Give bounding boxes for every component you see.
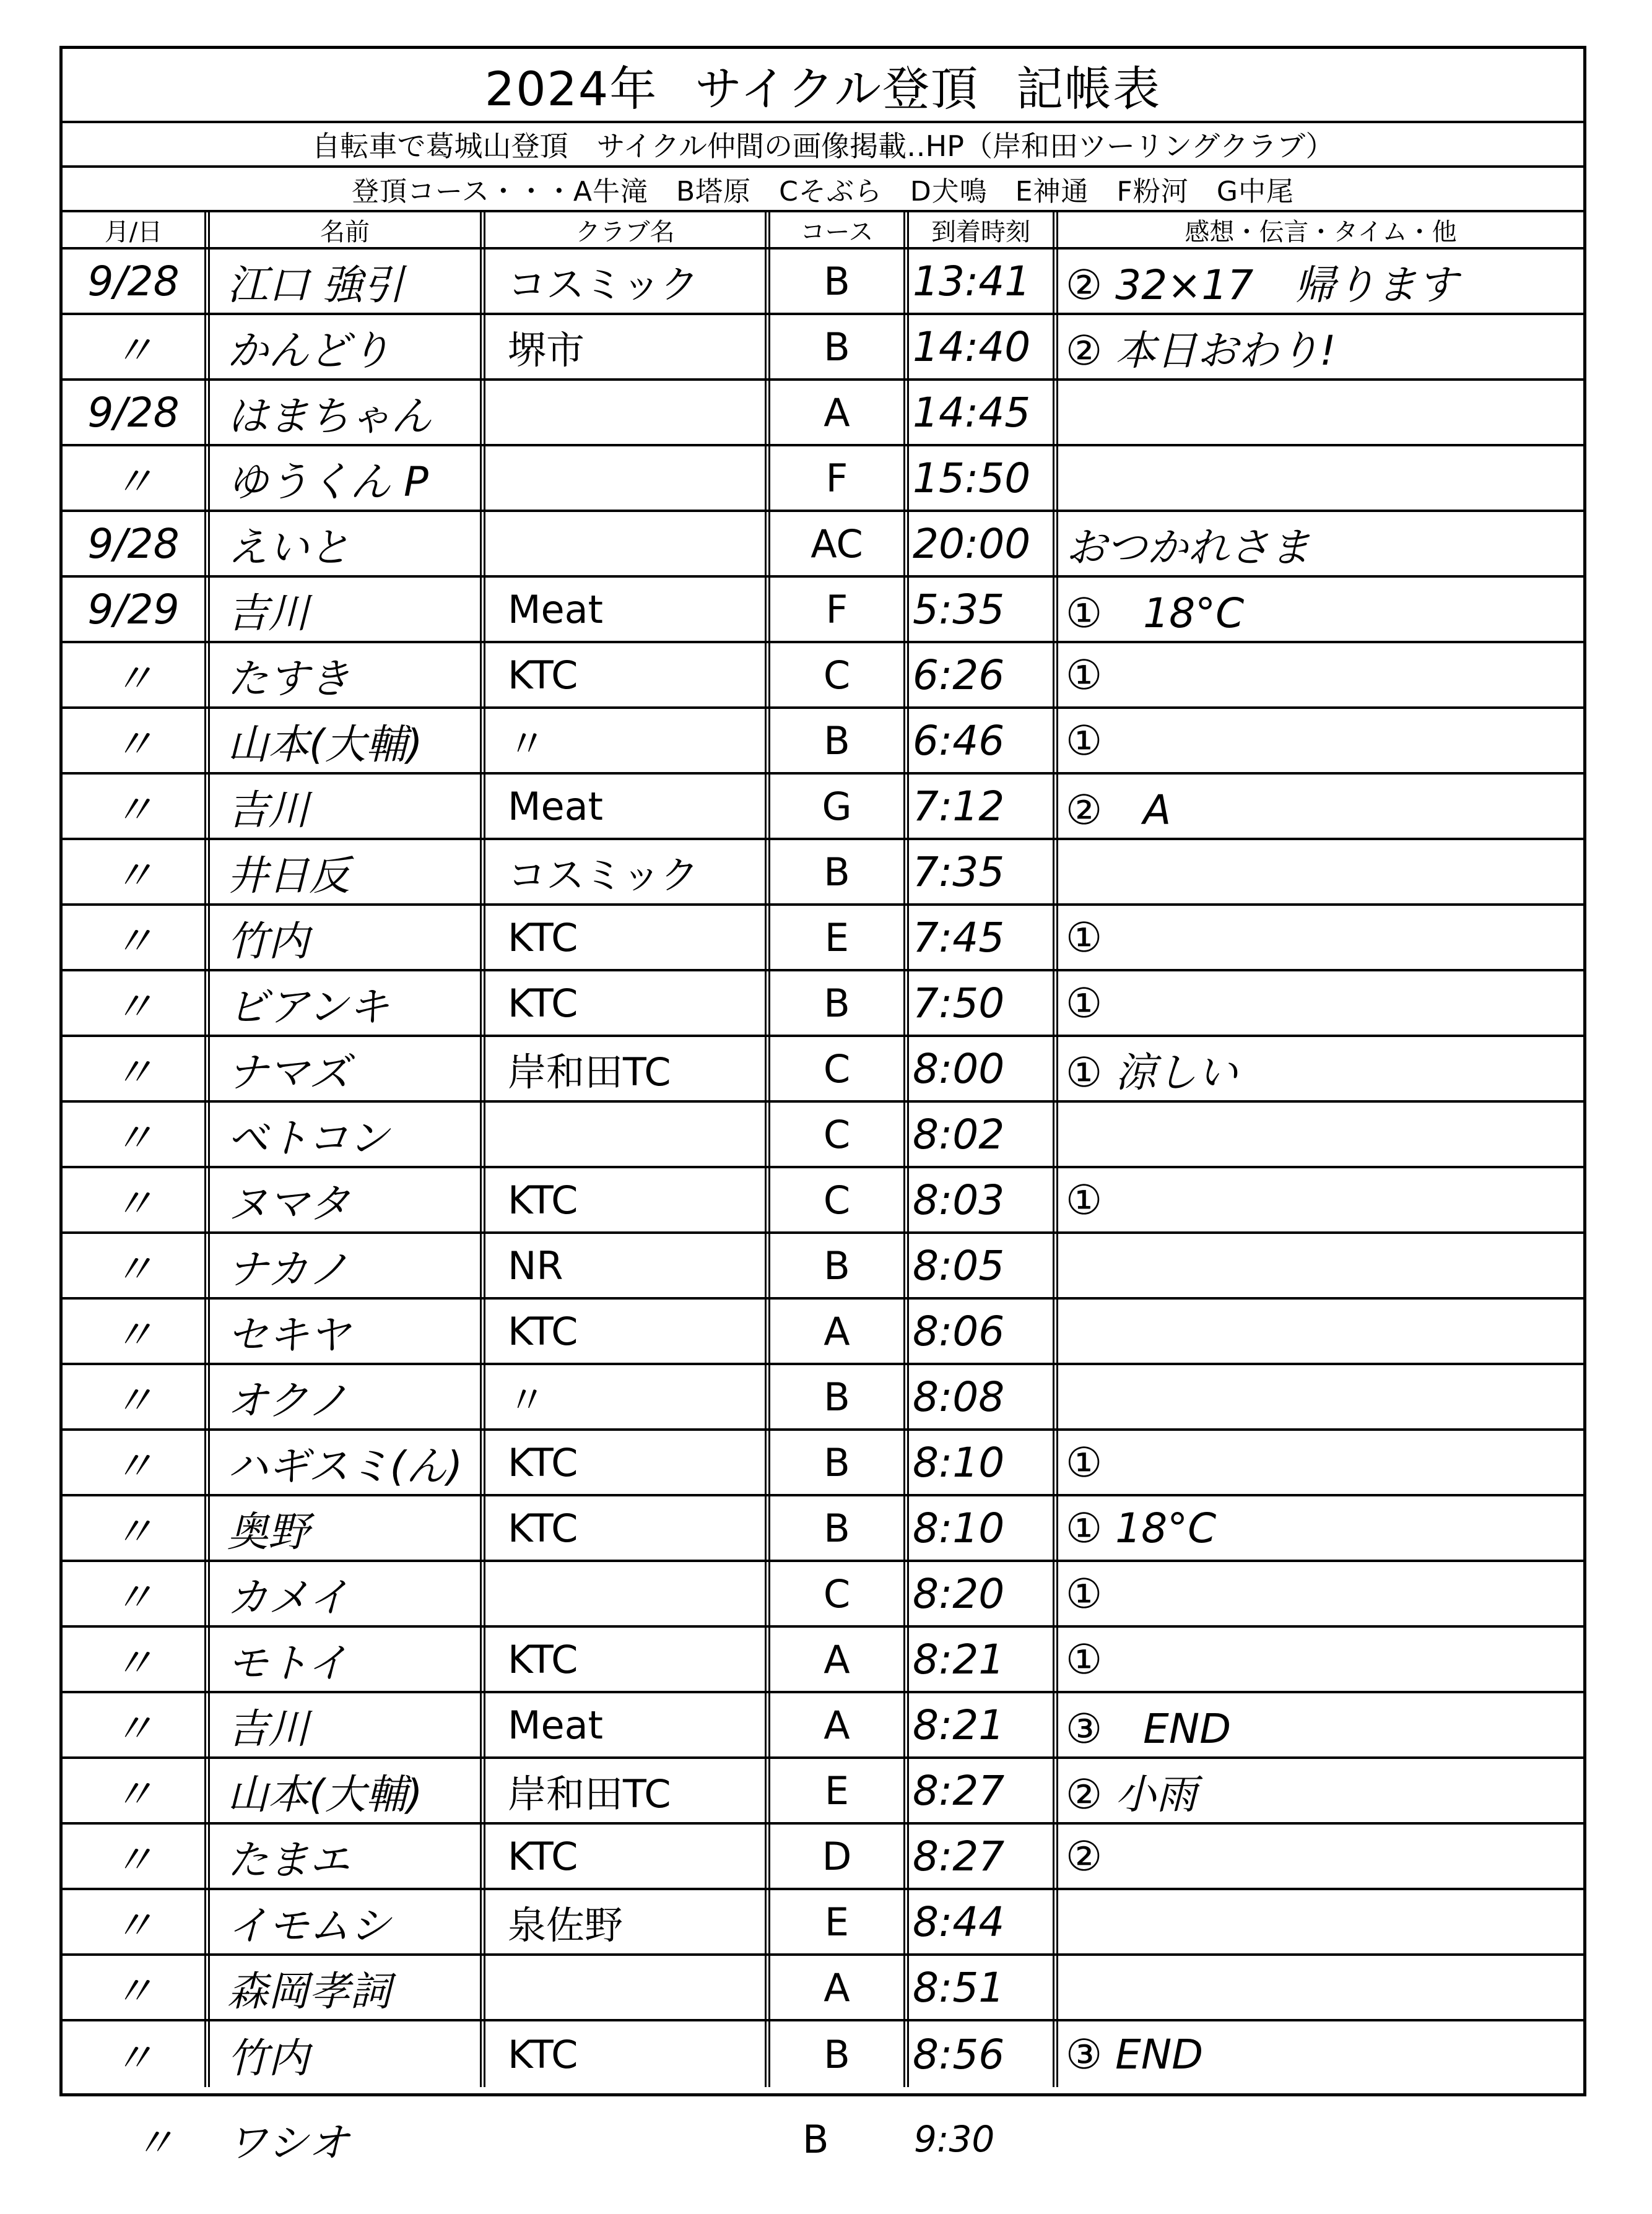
row-arrival-time: 8:05 [909, 1234, 1058, 1297]
row-date: 9/29 [63, 578, 210, 641]
row-date: 〃 [63, 1103, 210, 1166]
row-name: オクノ [210, 1365, 485, 1428]
row-club: KTC [485, 1431, 770, 1494]
table-row [63, 1890, 1583, 1956]
row-course: A [770, 381, 909, 444]
row-arrival-time: 8:10 [909, 1431, 1058, 1494]
row-course: A [770, 1956, 909, 2019]
row-date: 〃 [63, 643, 210, 706]
row-course: E [770, 1890, 909, 1953]
row-club: 泉佐野 [485, 1890, 770, 1953]
row-club: 〃 [485, 709, 770, 772]
row-arrival-time: 8:00 [909, 1037, 1058, 1100]
row-date: 〃 [63, 1825, 210, 1888]
row-name: かんどり [210, 315, 485, 378]
table-row [63, 315, 1583, 381]
row-date: 〃 [63, 906, 210, 969]
table-row [63, 775, 1583, 840]
row-date: 〃 [63, 1300, 210, 1363]
table-row [63, 1365, 1583, 1431]
row-course: C [770, 1168, 909, 1231]
after-course: B [802, 2116, 829, 2162]
row-date: 〃 [63, 1037, 210, 1100]
row-club [485, 1562, 770, 1625]
row-arrival-time: 7:35 [909, 840, 1058, 903]
row-name: 吉川 [210, 1693, 485, 1756]
row-arrival-time: 8:03 [909, 1168, 1058, 1231]
row-date: 9/28 [63, 512, 210, 575]
row-date: 〃 [63, 1890, 210, 1953]
row-notes: ① [1066, 1438, 1103, 1487]
row-arrival-time: 8:06 [909, 1300, 1058, 1363]
page-title [63, 49, 1583, 123]
table-row [63, 643, 1583, 709]
row-notes: ③ END [1066, 2030, 1204, 2078]
row-date: 9/28 [63, 381, 210, 444]
row-notes: ② A [1066, 786, 1172, 834]
row-club [485, 512, 770, 575]
row-course: AC [770, 512, 909, 575]
row-course: C [770, 1037, 909, 1100]
row-notes: ② 本日おわり! [1066, 326, 1336, 375]
row-club: 岸和田TC [485, 1759, 770, 1822]
table-row [63, 1825, 1583, 1890]
row-date: 〃 [63, 1431, 210, 1494]
row-name: ナマズ [210, 1037, 485, 1100]
row-club [485, 446, 770, 510]
row-name: えいと [210, 512, 485, 575]
row-date: 9/28 [63, 250, 210, 313]
table-row [63, 1956, 1583, 2021]
row-date: 〃 [63, 1168, 210, 1231]
row-name: 吉川 [210, 578, 485, 641]
row-course: B [770, 840, 909, 903]
row-date: 〃 [63, 1365, 210, 1428]
row-name: 奥野 [210, 1496, 485, 1560]
row-arrival-time: 7:50 [909, 971, 1058, 1035]
row-club: KTC [485, 643, 770, 706]
row-notes: ① [1066, 1569, 1103, 1618]
row-notes: ① [1066, 1635, 1103, 1683]
table-row [63, 1103, 1583, 1168]
table-row [63, 1562, 1583, 1628]
table-row [63, 381, 1583, 446]
row-name: ビアンキ [210, 971, 485, 1035]
table-row [63, 1168, 1583, 1234]
row-notes [1058, 1300, 1583, 1363]
title-text: サイクル登頂 [695, 61, 980, 116]
row-course: B [770, 709, 909, 772]
row-name: ハギスミ(ん) [210, 1431, 485, 1494]
row-course: E [770, 1759, 909, 1822]
row-arrival-time: 7:12 [909, 775, 1058, 838]
row-course: D [770, 1825, 909, 1888]
row-name: 森岡孝詞 [210, 1956, 485, 2019]
row-club: NR [485, 1234, 770, 1297]
row-course: A [770, 1628, 909, 1691]
table-header-row [63, 212, 1583, 250]
row-notes: ① [1066, 913, 1103, 962]
row-club [485, 381, 770, 444]
row-course: E [770, 906, 909, 969]
table-row [63, 446, 1583, 512]
row-name: 井日反 [210, 840, 485, 903]
table-row [63, 512, 1583, 578]
row-club: KTC [485, 1825, 770, 1888]
table-row [63, 709, 1583, 775]
row-date: 〃 [63, 775, 210, 838]
row-arrival-time: 8:08 [909, 1365, 1058, 1428]
row-course: B [770, 1365, 909, 1428]
row-club: Meat [485, 1693, 770, 1756]
row-notes [1058, 446, 1583, 510]
row-arrival-time: 8:27 [909, 1759, 1058, 1822]
row-club: 堺市 [485, 315, 770, 378]
row-notes: ② 32×17 帰ります [1066, 261, 1458, 309]
row-course: F [770, 446, 909, 510]
row-name: セキヤ [210, 1300, 485, 1363]
row-name: カメイ [210, 1562, 485, 1625]
row-arrival-time: 6:46 [909, 709, 1058, 772]
row-course: G [770, 775, 909, 838]
row-date: 〃 [63, 315, 210, 378]
column-header-arrival: 到着時刻 [909, 212, 1058, 247]
row-name: 山本(大輔) [210, 709, 485, 772]
row-name: たまエ [210, 1825, 485, 1888]
row-date: 〃 [63, 1693, 210, 1756]
row-club: KTC [485, 2021, 770, 2087]
row-name: 竹内 [210, 2021, 485, 2087]
row-date: 〃 [63, 971, 210, 1035]
row-notes: ① 18°C [1066, 589, 1245, 637]
row-date: 〃 [63, 446, 210, 510]
row-name: 江口 強引 [210, 250, 485, 313]
row-notes [1058, 1234, 1583, 1297]
column-header-notes: 感想・伝言・タイム・他 [1185, 217, 1457, 246]
table-row [63, 1300, 1583, 1365]
row-course: B [770, 1496, 909, 1560]
row-arrival-time: 8:10 [909, 1496, 1058, 1560]
table-row [63, 1431, 1583, 1496]
row-arrival-time: 8:44 [909, 1890, 1058, 1953]
row-course: B [770, 250, 909, 313]
after-table-entry [59, 2105, 1586, 2173]
row-notes [1058, 1890, 1583, 1953]
row-course: A [770, 1300, 909, 1363]
row-notes [1058, 1365, 1583, 1428]
row-notes: ① [1066, 716, 1103, 765]
table-row [63, 1759, 1583, 1825]
row-name: モトイ [210, 1628, 485, 1691]
row-arrival-time: 8:27 [909, 1825, 1058, 1888]
row-notes: ① 涼しい [1066, 1048, 1238, 1096]
row-course: B [770, 2021, 909, 2087]
row-course: C [770, 1562, 909, 1625]
row-notes [1058, 1103, 1583, 1166]
row-notes: ③ END [1066, 1704, 1232, 1753]
row-name: ナカノ [210, 1234, 485, 1297]
row-club: KTC [485, 971, 770, 1035]
info-line: 自転車で葛城山登頂 サイクル仲間の画像掲載‥HP（岸和田ツーリングクラブ） [63, 123, 1583, 168]
row-arrival-time: 8:21 [909, 1628, 1058, 1691]
row-date: 〃 [63, 1496, 210, 1560]
row-arrival-time: 5:35 [909, 578, 1058, 641]
row-date: 〃 [63, 1562, 210, 1625]
row-date: 〃 [63, 1759, 210, 1822]
after-date: 〃 [134, 2119, 175, 2167]
row-date: 〃 [63, 1628, 210, 1691]
row-arrival-time: 15:50 [909, 446, 1058, 510]
row-arrival-time: 8:56 [909, 2021, 1058, 2087]
row-club: KTC [485, 906, 770, 969]
row-notes [1058, 840, 1583, 903]
row-course: B [770, 971, 909, 1035]
row-club: 〃 [485, 1365, 770, 1428]
row-arrival-time: 8:02 [909, 1103, 1058, 1166]
table-row [63, 840, 1583, 906]
row-arrival-time: 8:20 [909, 1562, 1058, 1625]
row-notes: おつかれさま [1066, 523, 1311, 571]
row-course: C [770, 643, 909, 706]
row-arrival-time: 8:51 [909, 1956, 1058, 2019]
row-club: Meat [485, 775, 770, 838]
row-notes: ② [1066, 1832, 1103, 1880]
row-course: F [770, 578, 909, 641]
row-name: 山本(大輔) [210, 1759, 485, 1822]
row-club: KTC [485, 1496, 770, 1560]
row-club: 岸和田TC [485, 1037, 770, 1100]
row-date: 〃 [63, 2021, 210, 2087]
table-row [63, 578, 1583, 643]
row-date: 〃 [63, 840, 210, 903]
row-arrival-time: 14:40 [909, 315, 1058, 378]
after-time: 9:30 [914, 2118, 995, 2160]
row-notes: ① [1066, 1176, 1103, 1224]
table-row [63, 1693, 1583, 1759]
row-date: 〃 [63, 1956, 210, 2019]
row-notes: ② 小雨 [1066, 1770, 1198, 1818]
row-notes: ① [1066, 651, 1103, 699]
row-arrival-time: 6:26 [909, 643, 1058, 706]
table-row [63, 971, 1583, 1037]
column-header-name: 名前 [210, 212, 485, 247]
row-course: B [770, 1431, 909, 1494]
row-name: 竹内 [210, 906, 485, 969]
row-name: ゆうくん P [210, 446, 485, 510]
row-course: B [770, 315, 909, 378]
row-club: コスミック [485, 840, 770, 903]
column-header-course: コース [770, 212, 909, 247]
row-arrival-time: 7:45 [909, 906, 1058, 969]
after-name: ワシオ [227, 2119, 349, 2167]
row-notes [1058, 1956, 1583, 2019]
row-name: ヌマタ [210, 1168, 485, 1231]
row-club [485, 1956, 770, 2019]
column-header-club: クラブ名 [485, 212, 770, 247]
table-row [63, 2021, 1583, 2087]
row-name: たすき [210, 643, 485, 706]
title-suffix: 記帳表 [1016, 61, 1162, 116]
course-legend: 登頂コース・・・A牛滝 B塔原 Cそぶら D犬鳴 E神通 F粉河 G中尾 [63, 168, 1583, 212]
row-arrival-time: 13:41 [909, 250, 1058, 313]
row-course: C [770, 1103, 909, 1166]
table-row [63, 906, 1583, 971]
column-header-date: 月/日 [63, 212, 210, 247]
table-row [63, 1037, 1583, 1103]
row-course: A [770, 1693, 909, 1756]
row-date: 〃 [63, 1234, 210, 1297]
row-name: 吉川 [210, 775, 485, 838]
row-arrival-time: 14:45 [909, 381, 1058, 444]
row-name: ベトコン [210, 1103, 485, 1166]
row-notes [1058, 381, 1583, 444]
row-notes: ① [1066, 979, 1103, 1027]
row-name: イモムシ [210, 1890, 485, 1953]
table-row [63, 1496, 1583, 1562]
row-date: 〃 [63, 709, 210, 772]
row-club: Meat [485, 578, 770, 641]
row-arrival-time: 8:21 [909, 1693, 1058, 1756]
row-club: コスミック [485, 250, 770, 313]
log-table [63, 212, 1583, 2093]
row-club: KTC [485, 1300, 770, 1363]
table-row [63, 250, 1583, 315]
row-course: B [770, 1234, 909, 1297]
title-year: 2024年 [484, 61, 658, 116]
row-arrival-time: 20:00 [909, 512, 1058, 575]
table-row [63, 1628, 1583, 1693]
row-name: はまちゃん [210, 381, 485, 444]
log-sheet [59, 46, 1586, 2096]
row-club [485, 1103, 770, 1166]
table-row [63, 1234, 1583, 1300]
row-club: KTC [485, 1628, 770, 1691]
row-notes: ① 18°C [1066, 1504, 1217, 1552]
row-club: KTC [485, 1168, 770, 1231]
